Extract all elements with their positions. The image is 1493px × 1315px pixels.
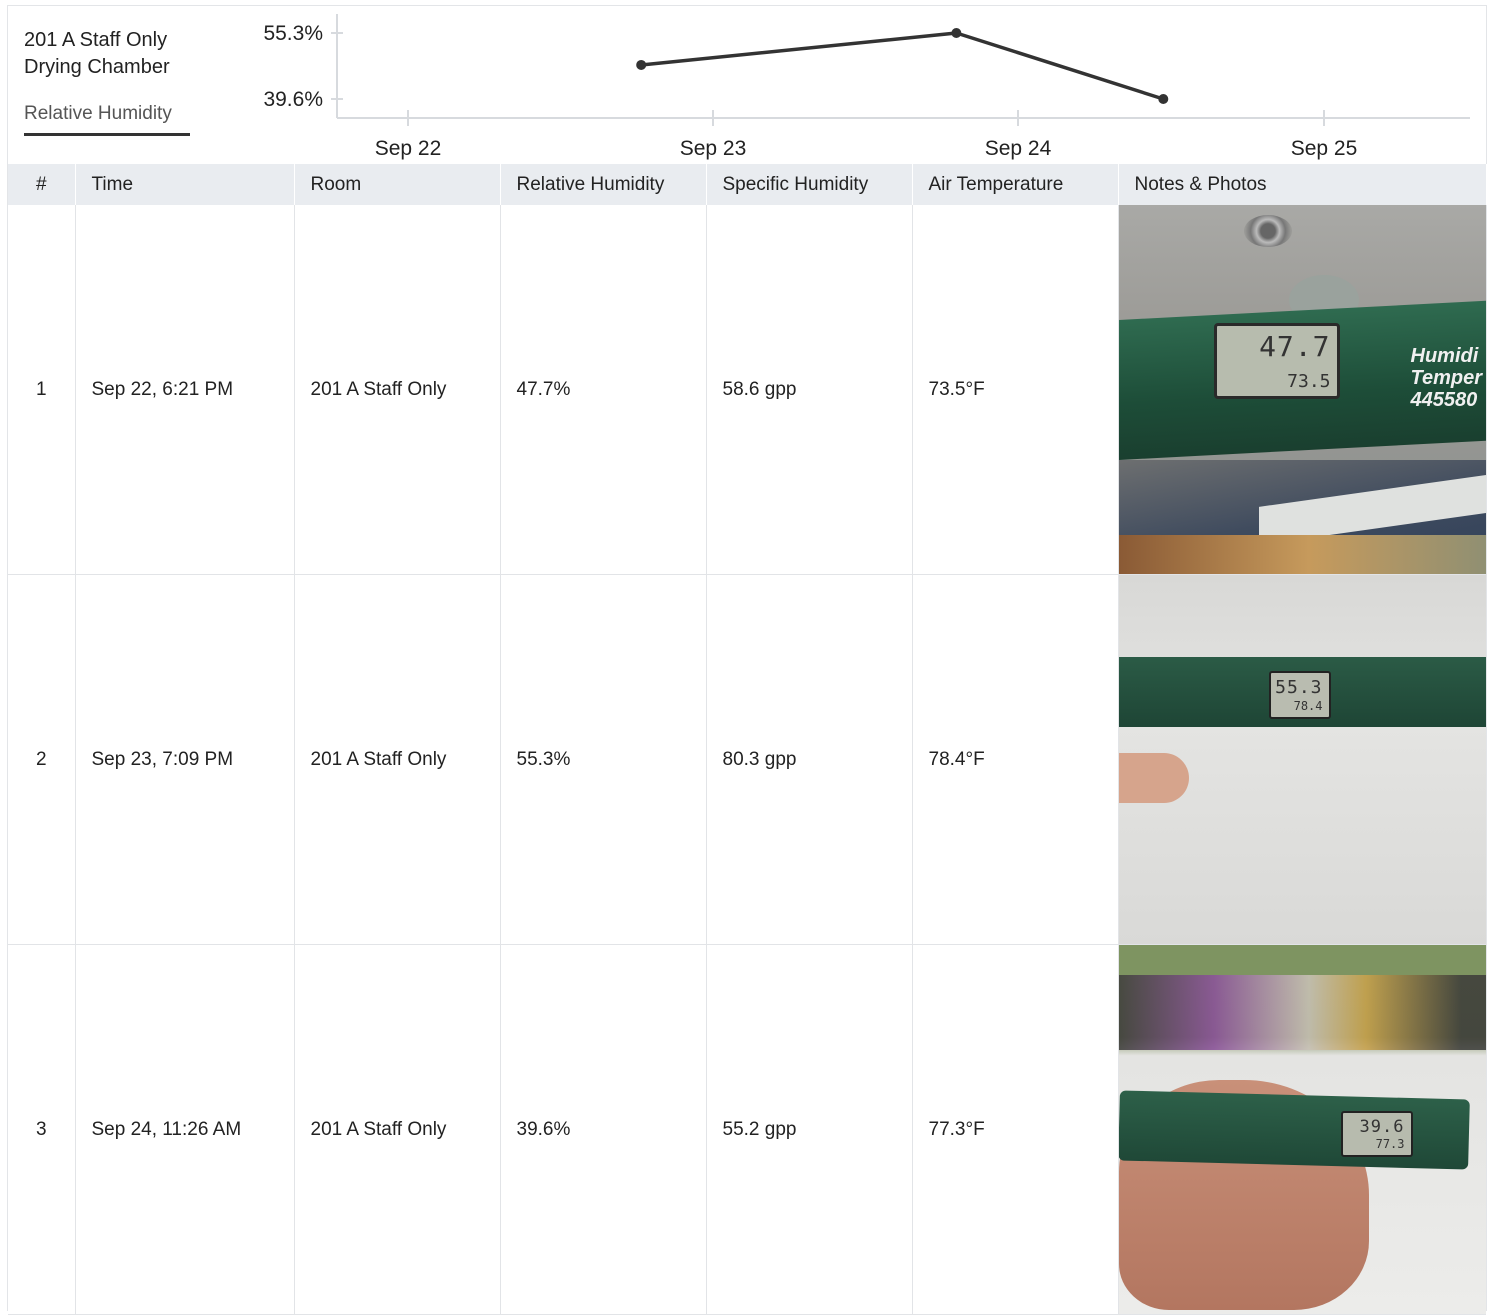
row-time: Sep 23, 7:09 PM — [75, 575, 294, 945]
reading-photo[interactable] — [1119, 945, 1487, 1314]
chamber-room: 201 A Staff Only — [24, 29, 168, 51]
row-photo-cell — [1118, 945, 1486, 1315]
photo-lcd — [1341, 1111, 1413, 1157]
row-room: 201 A Staff Only — [294, 945, 500, 1315]
table-row[interactable] — [8, 205, 1486, 575]
lcd-humidity: 39.6 — [1359, 1117, 1405, 1137]
y-tick-label: 39.6% — [263, 88, 323, 111]
table-row[interactable] — [8, 575, 1486, 945]
row-air-temperature: 73.5°F — [912, 205, 1118, 575]
data-point — [951, 28, 961, 38]
row-photo-cell — [1118, 205, 1486, 575]
row-specific-humidity: 55.2 gpp — [706, 945, 912, 1315]
humidity-line-chart — [0, 0, 1493, 164]
header-specific-humidity[interactable]: Specific Humidity — [706, 164, 912, 205]
photo-lcd — [1214, 323, 1340, 399]
row-time: Sep 22, 6:21 PM — [75, 205, 294, 575]
photo-hand — [1119, 753, 1189, 803]
data-point — [636, 60, 646, 70]
lcd-humidity: 55.3 — [1275, 677, 1323, 698]
row-time: Sep 24, 11:26 AM — [75, 945, 294, 1315]
photo-knob — [1244, 215, 1292, 247]
readings-table — [8, 164, 1487, 1315]
header-relative-humidity[interactable]: Relative Humidity — [500, 164, 706, 205]
row-number: 1 — [8, 205, 75, 575]
reading-photo[interactable] — [1119, 205, 1487, 574]
reading-photo[interactable] — [1119, 575, 1487, 944]
lcd-temperature: 78.4 — [1293, 699, 1323, 713]
row-photo-cell — [1118, 575, 1486, 945]
data-point — [1158, 94, 1168, 104]
x-tick-label: Sep 22 — [374, 137, 442, 160]
row-relative-humidity: 47.7% — [500, 205, 706, 575]
row-specific-humidity: 80.3 gpp — [706, 575, 912, 945]
photo-lcd — [1269, 671, 1331, 719]
header-room[interactable]: Room — [294, 164, 500, 205]
photo-brand-label: Humidi Temper 445580 — [1410, 345, 1483, 411]
photo-floor — [1119, 535, 1487, 574]
row-number: 3 — [8, 945, 75, 1315]
row-room: 201 A Staff Only — [294, 205, 500, 575]
row-number: 2 — [8, 575, 75, 945]
header-time[interactable]: Time — [75, 164, 294, 205]
row-relative-humidity: 39.6% — [500, 945, 706, 1315]
lcd-humidity: 47.7 — [1259, 330, 1331, 363]
x-tick-label: Sep 24 — [984, 137, 1052, 160]
table-header-row — [8, 164, 1486, 205]
photo-wall — [1119, 945, 1487, 975]
header-air-temperature[interactable]: Air Temperature — [912, 164, 1118, 205]
x-tick-label: Sep 25 — [1290, 137, 1358, 160]
row-specific-humidity: 58.6 gpp — [706, 205, 912, 575]
photo-meter — [1119, 1090, 1470, 1169]
lcd-temperature: 73.5 — [1287, 371, 1331, 392]
row-relative-humidity: 55.3% — [500, 575, 706, 945]
series-line — [641, 33, 1163, 99]
header-notes-photos[interactable]: Notes & Photos — [1118, 164, 1486, 205]
table-row[interactable] — [8, 945, 1486, 1315]
chamber-name: Drying Chamber — [24, 56, 170, 78]
x-tick-label: Sep 23 — [679, 137, 747, 160]
row-air-temperature: 78.4°F — [912, 575, 1118, 945]
y-tick-label: 55.3% — [263, 22, 323, 45]
header-number[interactable]: # — [8, 164, 75, 205]
lcd-temperature: 77.3 — [1375, 1137, 1405, 1151]
row-room: 201 A Staff Only — [294, 575, 500, 945]
tab-relative-humidity[interactable]: Relative Humidity — [24, 103, 172, 124]
row-air-temperature: 77.3°F — [912, 945, 1118, 1315]
